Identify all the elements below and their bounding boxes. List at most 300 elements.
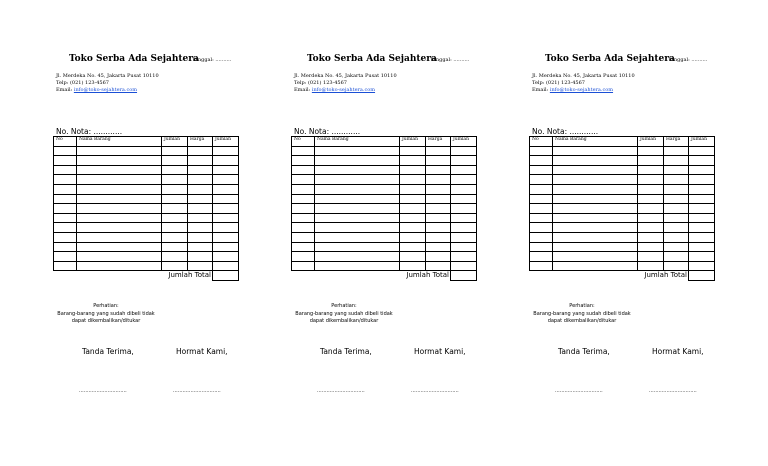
- table-row: [292, 194, 477, 204]
- cell-no[interactable]: [530, 242, 553, 252]
- cell-no[interactable]: [292, 242, 315, 252]
- cell-item-name[interactable]: [77, 184, 162, 194]
- table-row: [54, 165, 239, 175]
- sender-signature-label: Hormat Kami,: [652, 347, 704, 356]
- cell-price[interactable]: [664, 261, 689, 271]
- cell-no[interactable]: [292, 156, 315, 166]
- cell-no[interactable]: [530, 184, 553, 194]
- table-row: [292, 204, 477, 214]
- notice-line: dapat dikembalikan/ditukar: [547, 318, 617, 324]
- cell-price[interactable]: [426, 165, 451, 175]
- table-header-row: [292, 137, 477, 147]
- sender-signature-line: ..............................: [649, 388, 697, 394]
- cell-item-name[interactable]: [553, 232, 638, 242]
- cell-amount[interactable]: [689, 242, 715, 252]
- cell-no[interactable]: [54, 252, 77, 262]
- cell-no[interactable]: [292, 204, 315, 214]
- cell-item-name[interactable]: [315, 165, 400, 175]
- cell-price[interactable]: [664, 175, 689, 185]
- table-row: [530, 223, 715, 233]
- cell-quantity[interactable]: [638, 184, 664, 194]
- cell-no[interactable]: [292, 175, 315, 185]
- cell-item-name[interactable]: [315, 242, 400, 252]
- cell-amount[interactable]: [451, 146, 477, 156]
- notice-line: Barang-barang yang sudah dibeli tidak: [295, 311, 393, 317]
- cell-price[interactable]: [188, 204, 213, 214]
- cell-no[interactable]: [54, 194, 77, 204]
- table-row: [54, 261, 239, 271]
- cell-item-name[interactable]: [315, 194, 400, 204]
- cell-price[interactable]: [426, 261, 451, 271]
- shop-address: Jl. Merdeka No. 45, Jakarta Pusat 10110: [56, 73, 159, 79]
- cell-quantity[interactable]: [162, 232, 188, 242]
- total-amount-cell[interactable]: [451, 271, 477, 281]
- total-amount-cell[interactable]: [689, 271, 715, 281]
- cell-price[interactable]: [188, 261, 213, 271]
- cell-price[interactable]: [664, 204, 689, 214]
- cell-quantity[interactable]: [162, 261, 188, 271]
- nota-number: No. Nota: ............: [56, 127, 123, 136]
- cell-no[interactable]: [530, 223, 553, 233]
- column-header-amount: Jumlah: [689, 137, 715, 147]
- cell-quantity[interactable]: [638, 204, 664, 214]
- cell-amount[interactable]: [689, 146, 715, 156]
- cell-no[interactable]: [530, 146, 553, 156]
- cell-amount[interactable]: [213, 146, 239, 156]
- cell-quantity[interactable]: [400, 261, 426, 271]
- cell-item-name[interactable]: [77, 194, 162, 204]
- cell-quantity[interactable]: [400, 204, 426, 214]
- cell-amount[interactable]: [213, 232, 239, 242]
- column-header-no: No: [54, 137, 77, 147]
- cell-quantity[interactable]: [400, 146, 426, 156]
- cell-quantity[interactable]: [638, 165, 664, 175]
- cell-amount[interactable]: [213, 175, 239, 185]
- cell-no[interactable]: [292, 184, 315, 194]
- cell-price[interactable]: [426, 252, 451, 262]
- cell-item-name[interactable]: [315, 184, 400, 194]
- table-row: [292, 165, 477, 175]
- notice-text: [53, 311, 159, 325]
- table-row: [54, 146, 239, 156]
- cell-price[interactable]: [426, 146, 451, 156]
- cell-amount[interactable]: [689, 261, 715, 271]
- total-label: Jumlah Total: [168, 271, 211, 280]
- cell-amount[interactable]: [689, 165, 715, 175]
- cell-amount[interactable]: [451, 184, 477, 194]
- date-field: Tanggal: ..........: [430, 57, 470, 63]
- table-row: [54, 213, 239, 223]
- table-row: [54, 223, 239, 233]
- cell-amount[interactable]: [213, 252, 239, 262]
- cell-amount[interactable]: [213, 261, 239, 271]
- notice-title: Perhatian:: [569, 303, 595, 309]
- cell-item-name[interactable]: [553, 242, 638, 252]
- table-row: [530, 175, 715, 185]
- column-header-item-name: Nama Barang: [77, 137, 162, 147]
- cell-price[interactable]: [188, 223, 213, 233]
- cell-item-name[interactable]: [77, 213, 162, 223]
- table-row: [292, 175, 477, 185]
- cell-item-name[interactable]: [77, 232, 162, 242]
- total-amount-cell[interactable]: [213, 271, 239, 281]
- cell-amount[interactable]: [689, 213, 715, 223]
- cell-amount[interactable]: [451, 213, 477, 223]
- cell-item-name[interactable]: [315, 175, 400, 185]
- cell-price[interactable]: [664, 223, 689, 233]
- cell-item-name[interactable]: [315, 261, 400, 271]
- column-header-price: Harga: [188, 137, 213, 147]
- cell-amount[interactable]: [451, 204, 477, 214]
- cell-price[interactable]: [426, 175, 451, 185]
- cell-quantity[interactable]: [400, 232, 426, 242]
- email-label: Email:: [294, 87, 311, 93]
- notice-title: Perhatian:: [93, 303, 119, 309]
- cell-item-name[interactable]: [553, 165, 638, 175]
- cell-item-name[interactable]: [315, 232, 400, 242]
- cell-amount[interactable]: [451, 156, 477, 166]
- cell-amount[interactable]: [213, 213, 239, 223]
- cell-item-name[interactable]: [553, 223, 638, 233]
- nota-number: No. Nota: ............: [294, 127, 361, 136]
- cell-item-name[interactable]: [553, 252, 638, 262]
- cell-no[interactable]: [54, 165, 77, 175]
- cell-quantity[interactable]: [638, 223, 664, 233]
- cell-amount[interactable]: [213, 204, 239, 214]
- cell-quantity[interactable]: [400, 175, 426, 185]
- cell-no[interactable]: [54, 223, 77, 233]
- sender-signature-line: ..............................: [411, 388, 459, 394]
- cell-price[interactable]: [664, 242, 689, 252]
- table-row: [54, 232, 239, 242]
- receipt-form: [529, 0, 729, 466]
- cell-price[interactable]: [188, 242, 213, 252]
- receiver-signature-label: Tanda Terima,: [320, 347, 372, 356]
- cell-amount[interactable]: [213, 194, 239, 204]
- shop-phone: Telp: (021) 123-4567: [56, 80, 109, 86]
- cell-price[interactable]: [188, 146, 213, 156]
- cell-no[interactable]: [292, 165, 315, 175]
- cell-no[interactable]: [292, 194, 315, 204]
- column-header-no: No: [292, 137, 315, 147]
- cell-quantity[interactable]: [400, 165, 426, 175]
- cell-no[interactable]: [54, 261, 77, 271]
- cell-item-name[interactable]: [77, 242, 162, 252]
- items-table: [291, 136, 477, 281]
- cell-no[interactable]: [292, 252, 315, 262]
- cell-quantity[interactable]: [400, 223, 426, 233]
- cell-quantity[interactable]: [162, 242, 188, 252]
- cell-quantity[interactable]: [638, 175, 664, 185]
- email-link[interactable]: info@toko-sejahtera.com: [73, 87, 138, 93]
- receiver-signature-line: ..............................: [555, 388, 603, 394]
- receipt-form: [291, 0, 491, 466]
- cell-item-name[interactable]: [77, 156, 162, 166]
- cell-no[interactable]: [530, 175, 553, 185]
- cell-quantity[interactable]: [400, 213, 426, 223]
- cell-price[interactable]: [664, 165, 689, 175]
- column-header-item-name: Nama Barang: [553, 137, 638, 147]
- table-header-row: [54, 137, 239, 147]
- table-row: [54, 184, 239, 194]
- table-row: [530, 194, 715, 204]
- cell-item-name[interactable]: [315, 213, 400, 223]
- cell-quantity[interactable]: [162, 204, 188, 214]
- cell-no[interactable]: [54, 184, 77, 194]
- cell-quantity[interactable]: [162, 165, 188, 175]
- cell-item-name[interactable]: [315, 156, 400, 166]
- cell-price[interactable]: [188, 252, 213, 262]
- nota-number: No. Nota: ............: [532, 127, 599, 136]
- cell-item-name[interactable]: [553, 184, 638, 194]
- email-label: Email:: [56, 87, 73, 93]
- sender-signature-label: Hormat Kami,: [414, 347, 466, 356]
- cell-quantity[interactable]: [162, 194, 188, 204]
- cell-amount[interactable]: [689, 232, 715, 242]
- email-label: Email:: [532, 87, 549, 93]
- cell-quantity[interactable]: [638, 194, 664, 204]
- shop-name: Toko Serba Ada Sejahtera: [69, 54, 199, 64]
- cell-amount[interactable]: [689, 252, 715, 262]
- cell-item-name[interactable]: [553, 175, 638, 185]
- cell-quantity[interactable]: [400, 184, 426, 194]
- cell-price[interactable]: [426, 156, 451, 166]
- cell-amount[interactable]: [451, 261, 477, 271]
- table-row: [54, 156, 239, 166]
- cell-price[interactable]: [426, 184, 451, 194]
- table-row: [292, 156, 477, 166]
- cell-no[interactable]: [530, 204, 553, 214]
- cell-item-name[interactable]: [77, 165, 162, 175]
- shop-phone: Telp: (021) 123-4567: [532, 80, 585, 86]
- column-header-price: Harga: [664, 137, 689, 147]
- cell-no[interactable]: [292, 261, 315, 271]
- cell-no[interactable]: [292, 213, 315, 223]
- cell-quantity[interactable]: [638, 213, 664, 223]
- column-header-item-name: Nama Barang: [315, 137, 400, 147]
- cell-item-name[interactable]: [553, 213, 638, 223]
- cell-amount[interactable]: [213, 165, 239, 175]
- cell-quantity[interactable]: [162, 223, 188, 233]
- cell-no[interactable]: [292, 146, 315, 156]
- shop-name: Toko Serba Ada Sejahtera: [307, 54, 437, 64]
- cell-amount[interactable]: [689, 184, 715, 194]
- cell-amount[interactable]: [451, 194, 477, 204]
- cell-item-name[interactable]: [77, 204, 162, 214]
- cell-quantity[interactable]: [162, 175, 188, 185]
- cell-amount[interactable]: [689, 223, 715, 233]
- shop-address: Jl. Merdeka No. 45, Jakarta Pusat 10110: [532, 73, 635, 79]
- cell-quantity[interactable]: [638, 242, 664, 252]
- cell-price[interactable]: [426, 194, 451, 204]
- shop-name: Toko Serba Ada Sejahtera: [545, 54, 675, 64]
- cell-amount[interactable]: [213, 223, 239, 233]
- cell-no[interactable]: [530, 261, 553, 271]
- table-row: [292, 213, 477, 223]
- cell-no[interactable]: [292, 232, 315, 242]
- cell-price[interactable]: [426, 223, 451, 233]
- cell-price[interactable]: [188, 213, 213, 223]
- cell-price[interactable]: [664, 252, 689, 262]
- column-header-quantity: Jumlah: [162, 137, 188, 147]
- cell-no[interactable]: [530, 194, 553, 204]
- cell-quantity[interactable]: [638, 261, 664, 271]
- cell-amount[interactable]: [689, 194, 715, 204]
- cell-price[interactable]: [188, 165, 213, 175]
- cell-price[interactable]: [426, 232, 451, 242]
- total-row: [530, 271, 715, 281]
- cell-item-name[interactable]: [553, 261, 638, 271]
- sender-signature-line: ..............................: [173, 388, 221, 394]
- notice-line: Barang-barang yang sudah dibeli tidak: [57, 311, 155, 317]
- table-header-row: [530, 137, 715, 147]
- cell-amount[interactable]: [451, 252, 477, 262]
- cell-price[interactable]: [188, 156, 213, 166]
- cell-amount[interactable]: [451, 232, 477, 242]
- cell-amount[interactable]: [689, 156, 715, 166]
- table-row: [530, 204, 715, 214]
- cell-no[interactable]: [530, 213, 553, 223]
- receiver-signature-label: Tanda Terima,: [82, 347, 134, 356]
- shop-email: [56, 87, 137, 93]
- cell-no[interactable]: [530, 165, 553, 175]
- cell-amount[interactable]: [451, 175, 477, 185]
- cell-quantity[interactable]: [400, 194, 426, 204]
- notice-line: Barang-barang yang sudah dibeli tidak: [533, 311, 631, 317]
- cell-quantity[interactable]: [162, 184, 188, 194]
- cell-no[interactable]: [54, 146, 77, 156]
- notice-text: [291, 311, 397, 325]
- email-link[interactable]: info@toko-sejahtera.com: [311, 87, 376, 93]
- shop-address: Jl. Merdeka No. 45, Jakarta Pusat 10110: [294, 73, 397, 79]
- cell-no[interactable]: [292, 223, 315, 233]
- cell-quantity[interactable]: [162, 156, 188, 166]
- cell-price[interactable]: [188, 194, 213, 204]
- table-row: [530, 165, 715, 175]
- cell-item-name[interactable]: [77, 252, 162, 262]
- total-row: [292, 271, 477, 281]
- cell-no[interactable]: [530, 232, 553, 242]
- cell-amount[interactable]: [451, 223, 477, 233]
- cell-amount[interactable]: [213, 156, 239, 166]
- cell-no[interactable]: [530, 156, 553, 166]
- cell-item-name[interactable]: [553, 204, 638, 214]
- notice-title: Perhatian:: [331, 303, 357, 309]
- table-row: [292, 242, 477, 252]
- receiver-signature-line: ..............................: [317, 388, 365, 394]
- receiver-signature-label: Tanda Terima,: [558, 347, 610, 356]
- cell-quantity[interactable]: [162, 146, 188, 156]
- cell-price[interactable]: [188, 175, 213, 185]
- cell-item-name[interactable]: [315, 223, 400, 233]
- cell-quantity[interactable]: [638, 146, 664, 156]
- cell-no[interactable]: [54, 213, 77, 223]
- cell-no[interactable]: [54, 232, 77, 242]
- cell-quantity[interactable]: [400, 242, 426, 252]
- cell-price[interactable]: [664, 194, 689, 204]
- cell-amount[interactable]: [213, 242, 239, 252]
- cell-amount[interactable]: [689, 175, 715, 185]
- cell-quantity[interactable]: [162, 213, 188, 223]
- cell-item-name[interactable]: [553, 146, 638, 156]
- cell-item-name[interactable]: [553, 194, 638, 204]
- cell-amount[interactable]: [451, 165, 477, 175]
- column-header-no: No: [530, 137, 553, 147]
- shop-email: [294, 87, 375, 93]
- column-header-amount: Jumlah: [451, 137, 477, 147]
- table-row: [292, 252, 477, 262]
- cell-quantity[interactable]: [638, 156, 664, 166]
- cell-quantity[interactable]: [400, 252, 426, 262]
- cell-quantity[interactable]: [162, 252, 188, 262]
- cell-price[interactable]: [188, 232, 213, 242]
- table-row: [292, 146, 477, 156]
- cell-amount[interactable]: [689, 204, 715, 214]
- cell-quantity[interactable]: [400, 156, 426, 166]
- cell-quantity[interactable]: [638, 252, 664, 262]
- cell-price[interactable]: [664, 156, 689, 166]
- table-row: [292, 261, 477, 271]
- cell-item-name[interactable]: [315, 204, 400, 214]
- date-field: Tanggal: ..........: [668, 57, 708, 63]
- total-label: Jumlah Total: [406, 271, 449, 280]
- notice-line: dapat dikembalikan/ditukar: [309, 318, 379, 324]
- cell-quantity[interactable]: [638, 232, 664, 242]
- cell-item-name[interactable]: [77, 223, 162, 233]
- cell-price[interactable]: [664, 184, 689, 194]
- items-table: [529, 136, 715, 281]
- cell-no[interactable]: [54, 242, 77, 252]
- cell-price[interactable]: [664, 232, 689, 242]
- cell-price[interactable]: [426, 213, 451, 223]
- cell-price[interactable]: [426, 204, 451, 214]
- table-row: [530, 252, 715, 262]
- cell-price[interactable]: [664, 213, 689, 223]
- receipt-form: [53, 0, 253, 466]
- cell-no[interactable]: [54, 204, 77, 214]
- cell-item-name[interactable]: [553, 156, 638, 166]
- table-row: [54, 194, 239, 204]
- table-row: [530, 146, 715, 156]
- table-row: [292, 223, 477, 233]
- table-row: [292, 184, 477, 194]
- email-link[interactable]: info@toko-sejahtera.com: [549, 87, 614, 93]
- notice-line: dapat dikembalikan/ditukar: [71, 318, 141, 324]
- cell-amount[interactable]: [213, 184, 239, 194]
- date-field: Tanggal: ..........: [192, 57, 232, 63]
- cell-price[interactable]: [188, 184, 213, 194]
- cell-no[interactable]: [54, 175, 77, 185]
- column-header-amount: Jumlah: [213, 137, 239, 147]
- table-row: [530, 242, 715, 252]
- sender-signature-label: Hormat Kami,: [176, 347, 228, 356]
- cell-amount[interactable]: [451, 242, 477, 252]
- cell-item-name[interactable]: [315, 146, 400, 156]
- column-header-price: Harga: [426, 137, 451, 147]
- cell-item-name[interactable]: [315, 252, 400, 262]
- cell-item-name[interactable]: [77, 146, 162, 156]
- total-row: [54, 271, 239, 281]
- cell-no[interactable]: [54, 156, 77, 166]
- cell-price[interactable]: [426, 242, 451, 252]
- cell-no[interactable]: [530, 252, 553, 262]
- cell-item-name[interactable]: [77, 261, 162, 271]
- cell-price[interactable]: [664, 146, 689, 156]
- table-row: [54, 252, 239, 262]
- cell-item-name[interactable]: [77, 175, 162, 185]
- table-row: [530, 232, 715, 242]
- table-row: [530, 213, 715, 223]
